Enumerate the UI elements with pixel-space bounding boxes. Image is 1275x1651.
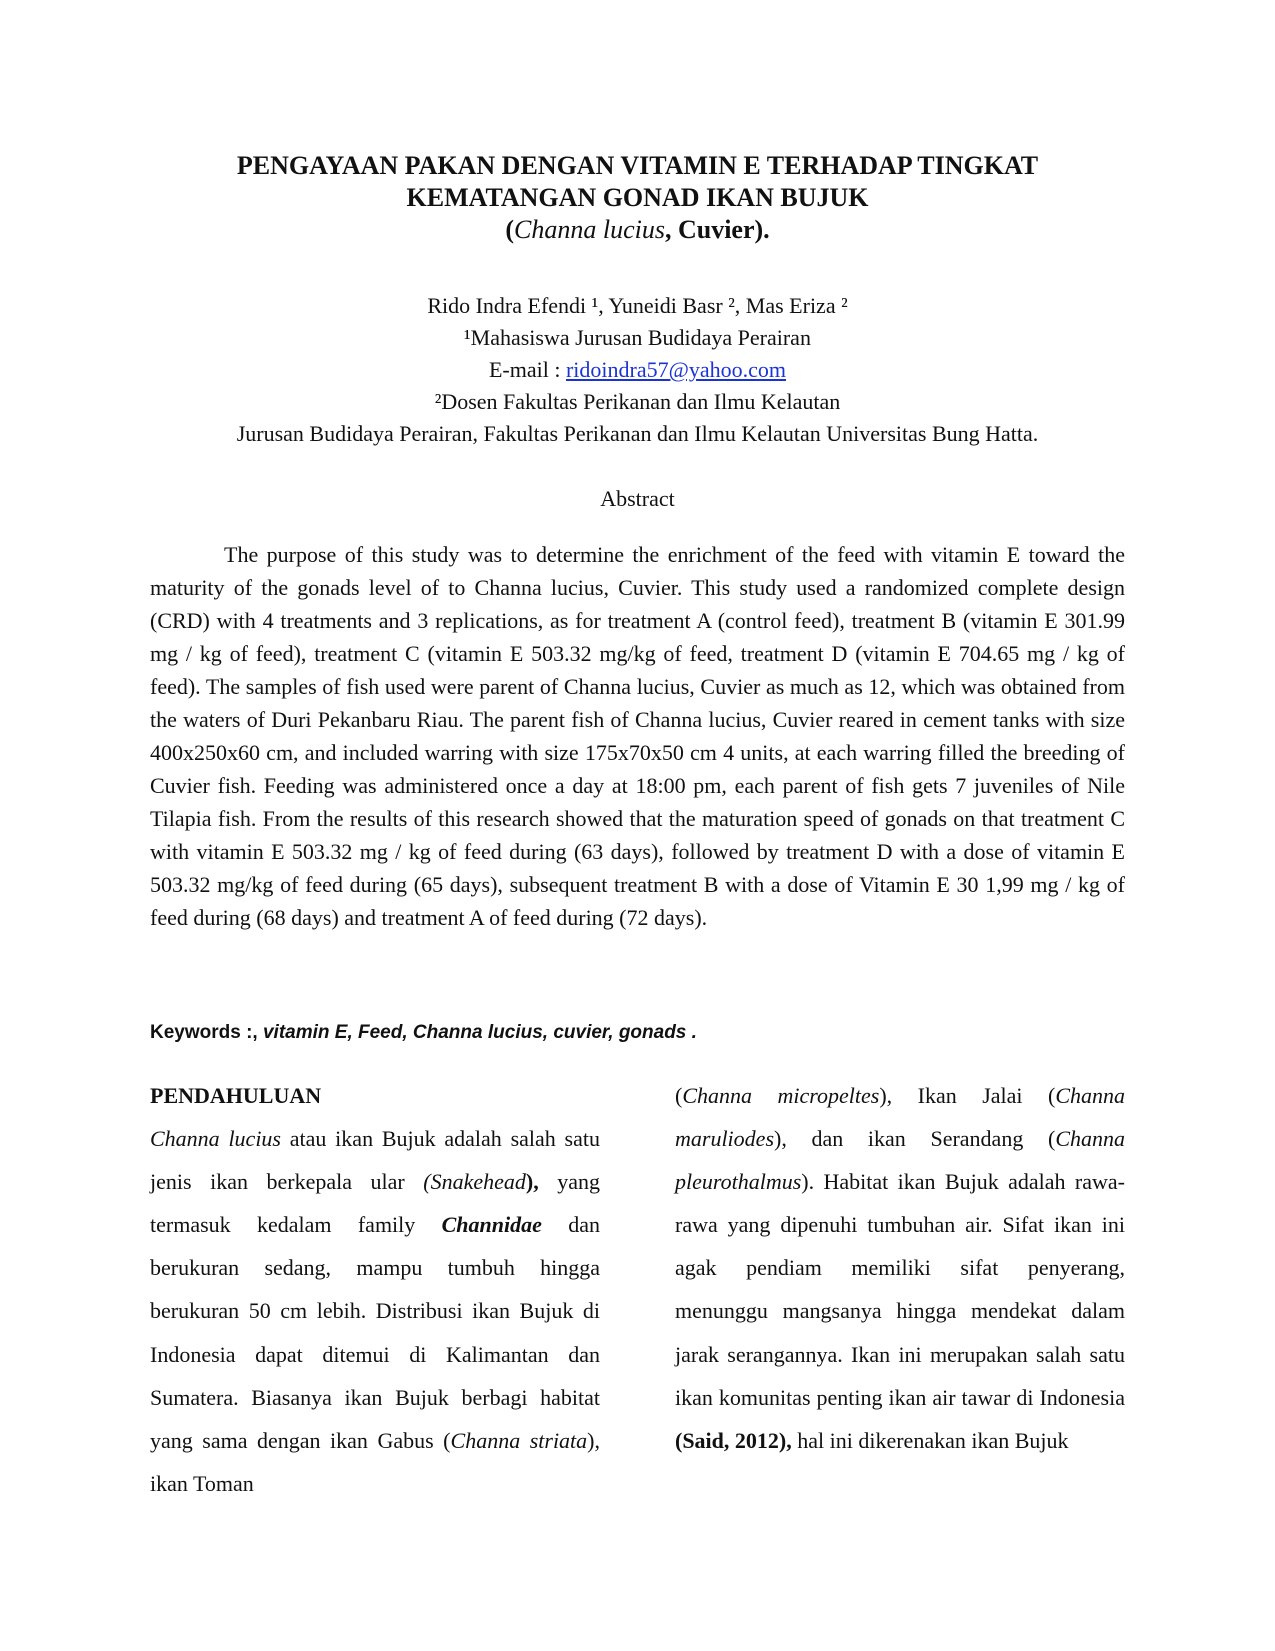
- keywords-label: Keywords :,: [150, 1022, 258, 1043]
- title-author-name: , Cuvier).: [664, 215, 770, 244]
- species-channa-striata: Channa striata: [450, 1427, 588, 1453]
- keywords-line: [150, 1022, 697, 1044]
- title-line-2: KEMATANGAN GONAD IKAN BUJUK: [406, 183, 869, 212]
- intro-text: (: [675, 1083, 683, 1108]
- species-channa-micropeltes: Channa micropeltes: [682, 1083, 880, 1108]
- intro-text: ), ikan Toman: [150, 1427, 600, 1496]
- title-paren: (: [505, 215, 514, 244]
- paper-title: [100, 150, 1175, 246]
- affiliation-1: ¹Mahasiswa Jurusan Budidaya Perairan: [464, 325, 811, 350]
- intro-paragraph-left: [150, 1117, 600, 1505]
- intro-text: ), dan ikan Serandang (: [774, 1126, 1056, 1152]
- species-channa-pleurothalmus: Channa pleurothalmus: [675, 1126, 1125, 1195]
- email-line: [100, 354, 1175, 386]
- affiliation-2: ²Dosen Fakultas Perikanan dan Ilmu Kelautan: [434, 389, 841, 414]
- author-block: [100, 290, 1175, 450]
- intro-left-column: [150, 1074, 600, 1505]
- intro-text: yang termasuk kedalam family: [150, 1169, 600, 1238]
- author-names: Rido Indra Efendi ¹, Yuneidi Basr ², Mas Eriza ²: [427, 293, 848, 318]
- family-channidae: Channidae: [441, 1212, 542, 1238]
- email-label: E-mail :: [488, 357, 566, 382]
- title-line-1: PENGAYAAN PAKAN DENGAN VITAMIN E TERHADAP TINGKAT: [236, 151, 1039, 180]
- intro-text: ). Habitat ikan Bujuk adalah rawa-rawa yang dipenuhi tumbuhan air. Sifat ikan ini agak pendiam memiliki sifat penyerang, menunggu mangsanya hingga mendekat dalam jarak serangannya. Ikan ini merupakan salah satu ikan komunitas penting ikan air tawar di Indonesia: [675, 1169, 1125, 1410]
- email-link[interactable]: ridoindra57@yahoo.com: [565, 357, 787, 382]
- abstract-body: The purpose of this study was to determine the enrichment of the feed with vitamin E toward the maturity of the gonads level of to Channa lucius, Cuvier. This study used a randomized complete design (CRD) with 4 treatments and 3 replications, as for treatment A (control feed), treatment B (vitamin E 301.99 mg / kg of feed), treatment C (vitamin E 503.32 mg/kg of feed, treatment D (vitamin E 704.65 mg / kg of feed). The samples of fish used were parent of Channa lucius, Cuvier as much as 12, which was obtained from the waters of Duri Pekanbaru Riau. The parent fish of Channa lucius, Cuvier reared in cement tanks with size 400x250x60 cm, and included warring with size 175x70x50 cm 4 units, at each warring filled the breeding of Cuvier fish. Feeding was administered once a day at 18:00 pm, each parent of fish gets 7 juveniles of Nile Tilapia fish. From the results of this research showed that the maturation speed of gonads on that treatment C with vitamin E 503.32 mg / kg of feed during (63 days), followed by treatment D with a dose of vitamin E 503.32 mg/kg of feed during (65 days), subsequent treatment B with a dose of Vitamin E 30 1,99 mg / kg of feed during (68 days) and treatment A of feed during (72 days).: [150, 542, 1125, 930]
- species-channa-maruliodes: Channa maruliodes: [675, 1083, 1125, 1152]
- intro-text: hal ini dikerenakan ikan Bujuk: [791, 1427, 1069, 1453]
- title-species: Channa lucius: [514, 215, 665, 244]
- intro-text: ), Ikan Jalai (: [879, 1083, 1056, 1108]
- abstract-heading: Abstract: [600, 486, 675, 511]
- affiliation-3: Jurusan Budidaya Perairan, Fakultas Perikanan dan Ilmu Kelautan Universitas Bung Hatta.: [236, 421, 1039, 446]
- section-heading-pendahuluan: PENDAHULUAN: [150, 1083, 322, 1108]
- species-channa-lucius: Channa lucius: [150, 1126, 281, 1152]
- intro-text: dan berukuran sedang, mampu tumbuh hingga berukuran 50 cm lebih. Distribusi ikan Bujuk di Indonesia dapat ditemui di Kalimantan dan Sumatera. Biasanya ikan Bujuk berbagi habitat yang sama dengan ikan Gabus (: [150, 1212, 600, 1453]
- intro-text: atau ikan Bujuk adalah salah satu jenis ikan berkepala ular: [150, 1126, 600, 1195]
- intro-text: ),: [525, 1169, 539, 1195]
- term-snakehead: (Snakehead: [423, 1169, 526, 1195]
- citation-said-2012: (Said, 2012),: [675, 1427, 792, 1453]
- keywords-terms: vitamin E, Feed, Channa lucius, cuvier, gonads .: [257, 1022, 697, 1043]
- intro-right-column: [675, 1074, 1125, 1462]
- title-line-3: [100, 214, 1175, 246]
- intro-paragraph-right: [675, 1074, 1125, 1462]
